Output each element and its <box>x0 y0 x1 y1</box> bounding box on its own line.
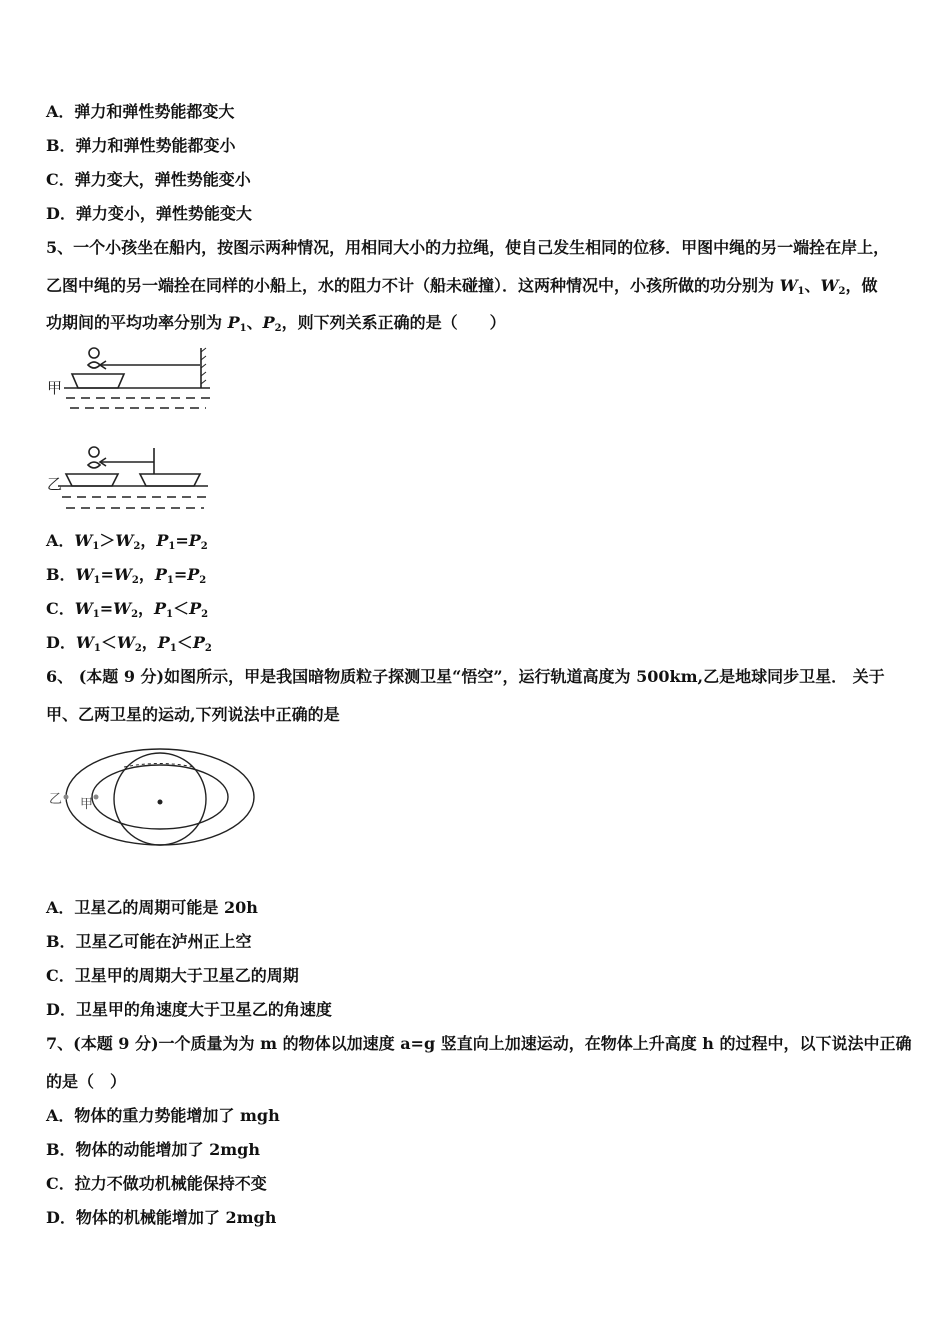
label-yi: 乙 <box>47 475 63 493</box>
q5-option-a: A．$W_1>W_2$，$P_1=P_2$ <box>46 531 208 552</box>
q4-option-d: D．弹力变小，弹性势能变大 <box>46 204 252 223</box>
q4-option-a: A．弹力和弹性势能都变大 <box>46 102 235 121</box>
q7-option-b: B．物体的动能增加了 2mgh <box>46 1140 260 1159</box>
q5-option-d: D．$W_1<W_2$，$P_1<P_2$ <box>46 633 212 654</box>
boat-yi-left <box>66 474 118 486</box>
q4-option-b: B．弹力和弹性势能都变小 <box>46 136 236 155</box>
child-body-jia <box>88 362 100 368</box>
q6-option-c: C．卫星甲的周期大于卫星乙的周期 <box>46 966 299 985</box>
label-yi-satellite: 乙 <box>49 792 63 807</box>
boat-jia <box>72 374 124 388</box>
q7-stem-line1: 7、(本题 9 分)一个质量为为 m 的物体以加速度 a=g 竖直向上加速运动，在物体上升高度 h 的过程中，以下说法中正确 <box>46 1034 912 1053</box>
orbit-jia <box>92 765 228 829</box>
q5-stem-line3: 功期间的平均功率分别为 $P_1$、$P_2$，则下列关系正确的是（ ） <box>46 313 506 334</box>
boat-yi-right <box>140 474 200 486</box>
q7-option-a: A．物体的重力势能增加了 mgh <box>46 1106 280 1125</box>
orbit-diagram <box>44 742 264 858</box>
q5-stem-line1: 5、一个小孩坐在船内，按图示两种情况，用相同大小的力拉绳，使自己发生相同的位移．甲图中绳的另一端拴在岸上， <box>46 238 890 257</box>
child-head-jia <box>89 348 99 358</box>
earth-center <box>158 800 163 805</box>
q7-option-d: D．物体的机械能增加了 2mgh <box>46 1208 277 1227</box>
child-body-yi <box>88 462 100 468</box>
q5-option-b: B．$W_1=W_2$，$P_1=P_2$ <box>46 565 207 586</box>
satellite-jia <box>94 795 99 800</box>
q7-option-c: C．拉力不做功机械能保持不变 <box>46 1174 267 1193</box>
q5-stem-line2: 乙图中绳的另一端拴在同样的小船上，水的阻力不计（船未碰撞）．这两种情况中，小孩所做的功分别为 $W_1$、$W_2$，做 <box>46 276 878 297</box>
q6-option-d: D．卫星甲的角速度大于卫星乙的角速度 <box>46 1000 332 1019</box>
q7-stem-line2: 的是（ ） <box>46 1072 127 1091</box>
boat-diagram <box>44 344 224 516</box>
q6-option-b: B．卫星乙可能在泸州正上空 <box>46 932 252 951</box>
q4-option-c: C．弹力变大，弹性势能变小 <box>46 170 251 189</box>
label-jia-satellite: 甲 <box>80 797 94 812</box>
q6-stem-line2: 甲、乙两卫星的运动,下列说法中正确的是 <box>46 705 340 724</box>
child-head-yi <box>89 447 99 457</box>
satellite-yi <box>64 795 69 800</box>
q6-option-a: A．卫星乙的周期可能是 20h <box>46 898 258 917</box>
label-jia: 甲 <box>47 379 63 397</box>
q5-option-c: C．$W_1=W_2$，$P_1<P_2$ <box>46 599 209 620</box>
q6-stem-line1: 6、 (本题 9 分)如图所示，甲是我国暗物质粒子探测卫星“悟空”，运行轨道高度为 500km,乙是地球同步卫星． 关于 <box>46 667 885 686</box>
